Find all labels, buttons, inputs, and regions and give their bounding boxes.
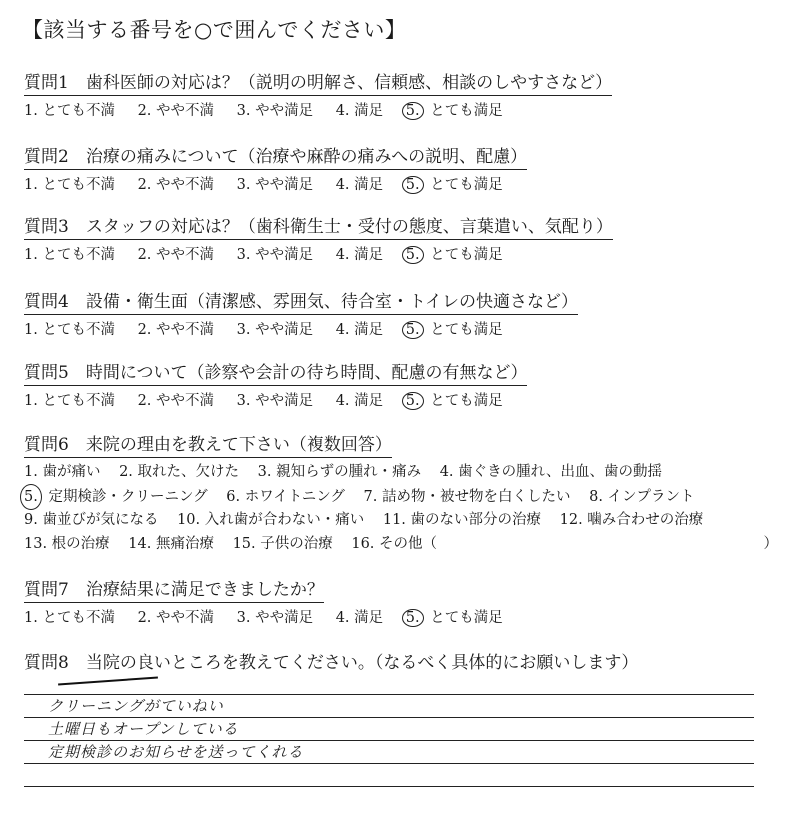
question-6-row-2 xyxy=(24,484,776,508)
option-2[interactable]: 2. やや不満 xyxy=(137,393,215,409)
handwritten-answer-4: 定期検診のお知らせを送ってくれる xyxy=(48,743,304,761)
answer-line-3[interactable] xyxy=(24,718,754,741)
reason-13[interactable]: 13. 根の治療 xyxy=(24,536,110,552)
reason-7[interactable]: 7. 詰め物・被せ物を白くしたい xyxy=(363,489,571,505)
option-1[interactable]: 1. とても不満 xyxy=(24,103,115,119)
answer-line-1[interactable] xyxy=(24,672,754,695)
reason-9[interactable]: 9. 歯並びが気になる xyxy=(24,512,159,528)
option-2[interactable]: 2. やや不満 xyxy=(137,177,215,193)
option-1[interactable]: 1. とても不満 xyxy=(24,610,115,626)
question-5 xyxy=(24,358,527,410)
option-4[interactable]: 4. 満足 xyxy=(335,322,384,338)
question-2 xyxy=(24,142,527,194)
question-1-options xyxy=(24,99,612,120)
option-2[interactable]: 2. やや不満 xyxy=(137,322,215,338)
reason-14[interactable]: 14. 無痛治療 xyxy=(128,536,214,552)
option-5-label: とても満足 xyxy=(430,610,503,626)
reason-10[interactable]: 10. 入れ歯が合わない・痛い xyxy=(177,512,365,528)
option-1[interactable]: 1. とても不満 xyxy=(24,177,115,193)
option-3[interactable]: 3. やや満足 xyxy=(236,103,314,119)
reason-3[interactable]: 3. 親知らずの腫れ・痛み xyxy=(257,464,422,480)
option-5-circled[interactable]: 5. xyxy=(402,609,424,627)
option-4[interactable]: 4. 満足 xyxy=(335,177,384,193)
reason-5-circled[interactable]: 5. xyxy=(20,484,42,510)
answer-line-5[interactable] xyxy=(24,764,754,787)
question-3 xyxy=(24,212,613,264)
question-8-heading: 質問8 当院の良いところを教えてください。（なるべく具体的にお願いします） xyxy=(24,653,639,673)
option-2[interactable]: 2. やや不満 xyxy=(137,610,215,626)
option-5-label: とても満足 xyxy=(430,103,503,119)
option-5-circled[interactable]: 5. xyxy=(402,392,424,410)
reason-6[interactable]: 6. ホワイトニング xyxy=(226,489,345,505)
question-2-heading: 質問2 治療の痛みについて（治療や麻酔の痛みへの説明、配慮） xyxy=(24,142,527,170)
question-7-heading: 質問7 治療結果に満足できましたか？ xyxy=(24,575,324,603)
question-6-heading: 質問6 来院の理由を教えて下さい（複数回答） xyxy=(24,430,392,458)
question-7 xyxy=(24,575,503,627)
reason-16-close-paren: ） xyxy=(763,536,778,552)
option-5-label: とても満足 xyxy=(430,247,503,263)
question-1 xyxy=(24,68,612,120)
option-4[interactable]: 4. 満足 xyxy=(335,610,384,626)
option-5-label: とても満足 xyxy=(430,393,503,409)
question-3-options xyxy=(24,243,613,264)
option-3[interactable]: 3. やや満足 xyxy=(236,610,314,626)
question-4-heading: 質問4 設備・衛生面（清潔感、雰囲気、待合室・トイレの快適さなど） xyxy=(24,287,578,315)
option-5-label: とても満足 xyxy=(430,177,503,193)
page-title: 【該当する番号を○で囲んでください】 xyxy=(22,18,407,42)
option-1[interactable]: 1. とても不満 xyxy=(24,322,115,338)
question-6-row-3 xyxy=(24,508,776,532)
option-2[interactable]: 2. やや不満 xyxy=(137,103,215,119)
question-8 xyxy=(24,648,638,675)
reason-4[interactable]: 4. 歯ぐきの腫れ、出血、歯の動揺 xyxy=(439,464,662,480)
option-5-circled[interactable]: 5. xyxy=(402,321,424,339)
reason-2[interactable]: 2. 取れた、欠けた xyxy=(119,464,240,480)
option-5-circled[interactable]: 5. xyxy=(402,246,424,264)
option-4[interactable]: 4. 満足 xyxy=(335,393,384,409)
option-3[interactable]: 3. やや満足 xyxy=(236,247,314,263)
option-5-label: とても満足 xyxy=(430,322,503,338)
option-3[interactable]: 3. やや満足 xyxy=(236,177,314,193)
answer-lines xyxy=(24,672,754,787)
option-1[interactable]: 1. とても不満 xyxy=(24,247,115,263)
option-5-circled[interactable]: 5. xyxy=(402,176,424,194)
reason-15[interactable]: 15. 子供の治療 xyxy=(232,536,333,552)
question-4 xyxy=(24,287,578,339)
strikethrough-mark xyxy=(58,677,158,686)
reason-16-other[interactable]: 16. その他（ xyxy=(351,536,438,552)
answer-line-2[interactable] xyxy=(24,695,754,718)
option-4[interactable]: 4. 満足 xyxy=(335,103,384,119)
question-5-options xyxy=(24,389,527,410)
option-4[interactable]: 4. 満足 xyxy=(335,247,384,263)
question-2-options xyxy=(24,173,527,194)
handwritten-answer-3: 土曜日もオープンしている xyxy=(48,720,239,738)
option-2[interactable]: 2. やや不満 xyxy=(137,247,215,263)
option-5-circled[interactable]: 5. xyxy=(402,102,424,120)
question-6 xyxy=(24,430,776,556)
question-1-heading: 質問1 歯科医師の対応は？（説明の明解さ、信頼感、相談のしやすさなど） xyxy=(24,68,612,96)
question-6-row-4 xyxy=(24,532,776,556)
question-3-heading: 質問3 スタッフの対応は？（歯科衛生士・受付の態度、言葉遣い、気配り） xyxy=(24,212,613,240)
question-6-row-1 xyxy=(24,460,776,484)
handwritten-answer-2: クリーニングがていねい xyxy=(48,697,224,715)
question-7-options xyxy=(24,606,503,627)
question-4-options xyxy=(24,318,578,339)
question-5-heading: 質問5 時間について（診察や会計の待ち時間、配慮の有無など） xyxy=(24,358,527,386)
reason-8[interactable]: 8. インプラント xyxy=(589,489,695,505)
reason-11[interactable]: 11. 歯のない部分の治療 xyxy=(382,512,542,528)
reason-12[interactable]: 12. 噛み合わせの治療 xyxy=(559,512,704,528)
answer-line-4[interactable] xyxy=(24,741,754,764)
reason-1[interactable]: 1. 歯が痛い xyxy=(24,464,101,480)
option-1[interactable]: 1. とても不満 xyxy=(24,393,115,409)
reason-5-label: 定期検診・クリーニング xyxy=(48,489,208,505)
option-3[interactable]: 3. やや満足 xyxy=(236,393,314,409)
option-3[interactable]: 3. やや満足 xyxy=(236,322,314,338)
